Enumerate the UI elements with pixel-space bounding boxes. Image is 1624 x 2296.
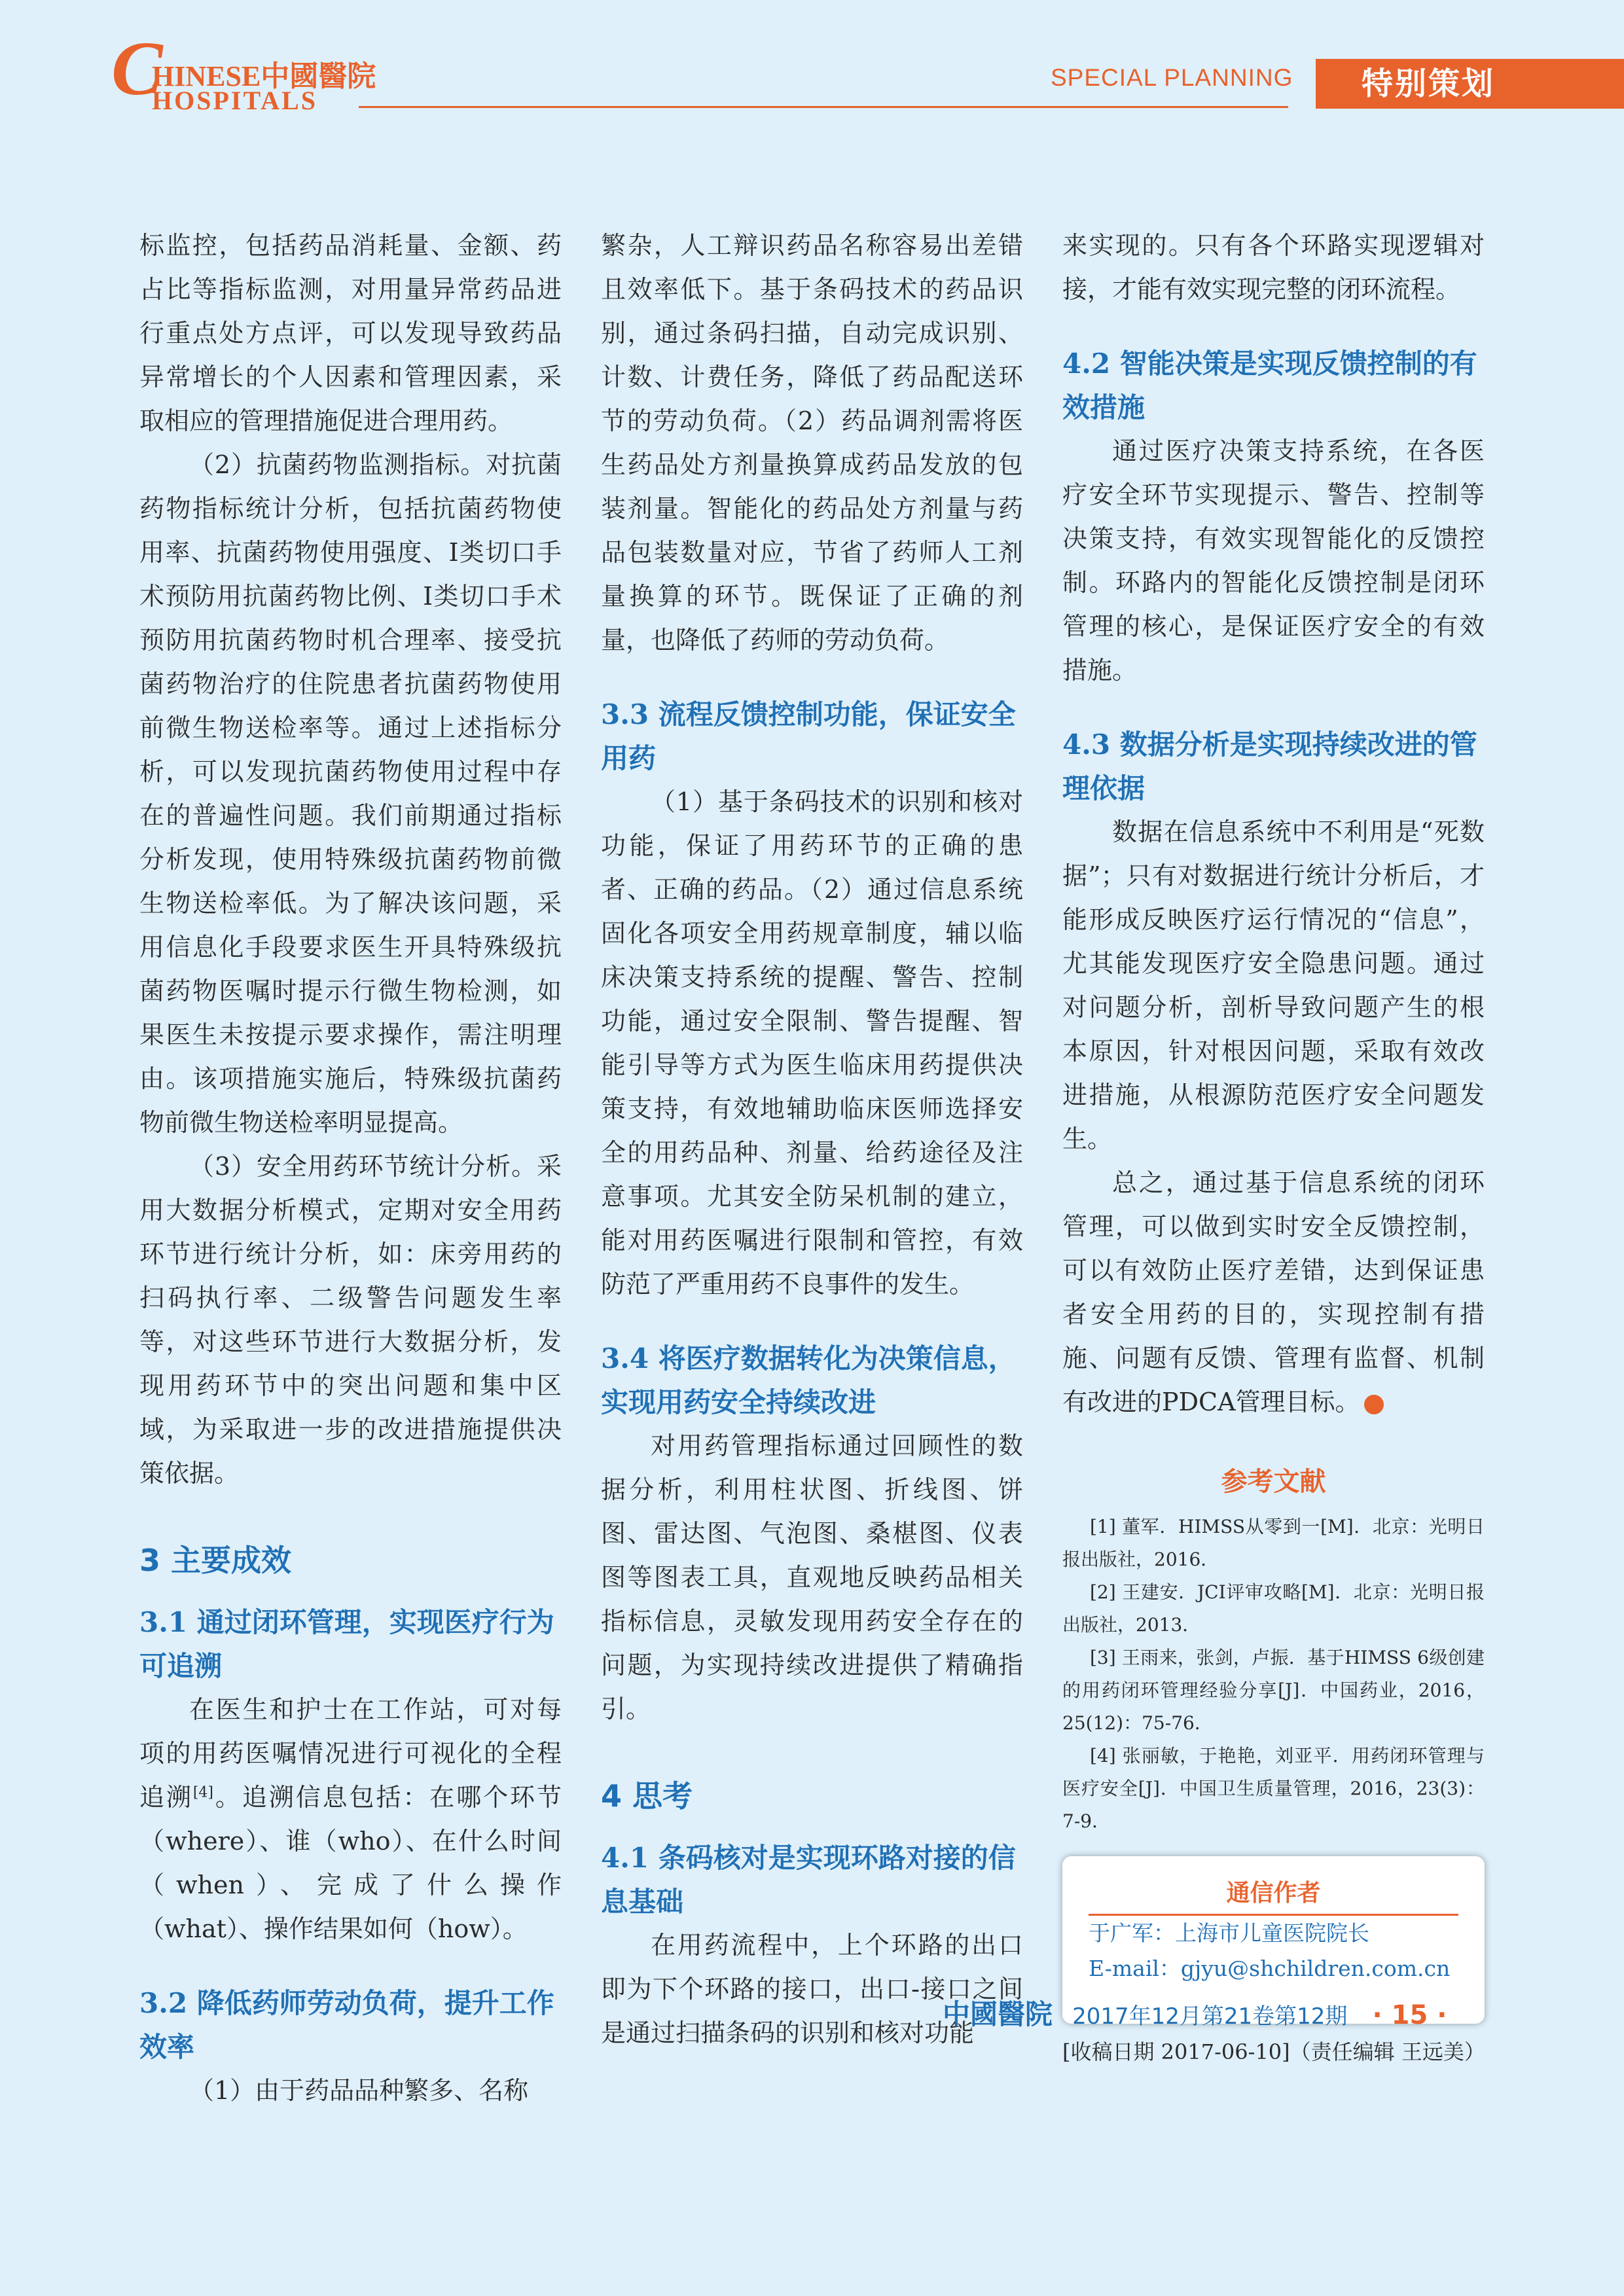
- header-rule: [359, 106, 1288, 108]
- paragraph: （3）安全用药环节统计分析。采用大数据分析模式，定期对安全用药环节进行统计分析，如：床旁用药的扫码执行率、二级警告问题发生率等，对这些环节进行大数据分析，发现用药环节中的突出问题和集中区域，为采取进一步的改进措施提供决策依据。: [139, 1152, 562, 1488]
- section-heading: 3 主要成效: [139, 1543, 292, 1578]
- paragraph: 数据在信息系统中不利用是“死数据”；只有对数据进行统计分析后，才能形成反映医疗运行情况的“信息”，尤其能发现医疗安全隐患问题。通过对问题分析，剖析导致问题产生的根本原因，针对根因问题，采取有效改进措施，从根源防范医疗安全问题发生。: [1062, 817, 1485, 1153]
- subsection-heading: 3.1 通过闭环管理，实现医疗行为可追溯: [139, 1606, 554, 1682]
- subsection-heading: 3.4 将医疗数据转化为决策信息，实现用药安全持续改进: [601, 1342, 1016, 1418]
- paragraph: 标监控，包括药品消耗量、金额、药占比等指标监测，对用量异常药品进行重点处方点评，可以发现导致药品异常增长的个人因素和管理因素，采取相应的管理措施促进合理用药。: [139, 231, 562, 435]
- reference-item: [4] 张丽敏，于艳艳，刘亚平．用药闭环管理与医疗安全[J]．中国卫生质量管理，2016，23(3)：7-9．: [1062, 1745, 1485, 1832]
- paragraph: 来实现的。只有各个环路实现逻辑对接，才能有效实现完整的闭环流程。: [1062, 231, 1485, 304]
- subsection-heading: 3.2 降低药师劳动负荷，提升工作效率: [139, 1987, 554, 2063]
- logo-bottom-text: HOSPITALS: [152, 86, 317, 115]
- author-box-title: 通信作者: [1089, 1876, 1458, 1916]
- received-date: [收稿日期 2017-06-10]（责任编辑 王远美）: [1062, 2039, 1485, 2064]
- end-mark-icon: [1364, 1395, 1384, 1414]
- footer-brand: 中國醫院: [943, 1998, 1053, 2030]
- reference-item: [2] 王建安．JCI评审攻略[M]．北京：光明日报出版社，2013．: [1062, 1581, 1485, 1636]
- column-1: [139, 224, 562, 2113]
- text-run: 总之，通过基于信息系统的闭环管理，可以做到实时安全反馈控制，可以有效防止医疗差错，达到保证患者安全用药的目的，实现控制有措施、问题有反馈、管理有监督、机制有改进的PDCA管理目标。: [1062, 1168, 1485, 1416]
- section-label-en: SPECIAL PLANNING: [1051, 64, 1293, 91]
- reference-item: [3] 王雨来，张剑，卢振．基于HIMSS 6级创建的用药闭环管理经验分享[J]．中国药业，2016，25(12)：75-76．: [1062, 1647, 1485, 1734]
- subsection-heading: 3.3 流程反馈控制功能，保证安全用药: [601, 698, 1016, 774]
- paragraph: （2）抗菌药物监测指标。对抗菌药物指标统计分析，包括抗菌药物使用率、抗菌药物使用强度、Ⅰ类切口手术预防用抗菌药物比例、Ⅰ类切口手术预防用抗菌药物时机合理率、接受抗菌药物治疗的住院患者抗菌药物使用前微生物送检率等。通过上述指标分析，可以发现抗菌药物使用过程中存在的普遍性问题。我们前期通过指标分析发现，使用特殊级抗菌药物前微生物送检率低。为了解决该问题，采用信息化手段要求医生开具特殊级抗菌药物医嘱时提示行微生物检测，如果医生未按提示要求操作，需注明理由。该项措施实施后，特殊级抗菌药物前微生物送检率明显提高。: [139, 450, 562, 1137]
- paragraph: [1062, 1161, 1485, 1424]
- citation: [4]: [192, 1784, 214, 1801]
- subsection-heading: 4.3 数据分析是实现持续改进的管理依据: [1062, 728, 1477, 804]
- section-heading: 4 思考: [601, 1778, 693, 1814]
- page-footer: [943, 1995, 1479, 2034]
- text-run: 在医生和护士在工作站，可对每项的用药医嘱情况进行可视化的全程追溯: [139, 1695, 562, 1812]
- paragraph: 在用药流程中，上个环路的出口即为下个环路的接口，出口-接口之间是通过扫描条码的识别和核对功能: [601, 1931, 1023, 2047]
- footer-issue: 2017年12月第21卷第12期: [1072, 2003, 1348, 2030]
- logo-letter: C: [111, 26, 163, 111]
- paragraph: 对用药管理指标通过回顾性的数据分析，利用柱状图、折线图、饼图、雷达图、气泡图、桑椹图、仪表图等图表工具，直观地反映药品相关指标信息，灵敏发现用药安全存在的问题，为实现持续改进提供了精确指引。: [601, 1431, 1023, 1723]
- paragraph: 通过医疗决策支持系统，在各医疗安全环节实现提示、警告、控制等决策支持，有效实现智能化的反馈控制。环路内的智能化反馈控制是闭环管理的核心，是保证医疗安全的有效措施。: [1062, 437, 1485, 685]
- column-3: [1062, 224, 1485, 2068]
- author-email: E-mail：gjyu@shchildren.com.cn: [1089, 1956, 1451, 1981]
- author-name: 于广军：上海市儿童医院院长: [1089, 1920, 1369, 1946]
- journal-logo: [111, 26, 376, 115]
- subsection-heading: 4.1 条码核对是实现环路对接的信息基础: [601, 1842, 1016, 1918]
- page-number: · 15 ·: [1372, 2000, 1447, 2030]
- text-run: 。追溯信息包括：在哪个环节（where）、谁（who）、在什么时间（when）、完成了什么操作（what）、操作结果如何（how）。: [139, 1783, 562, 1943]
- paragraph: （1）基于条码技术的识别和核对功能，保证了用药环节的正确的患者、正确的药品。（2）通过信息系统固化各项安全用药规章制度，辅以临床决策支持系统的提醒、警告、控制功能，通过安全限制、警告提醒、智能引导等方式为医生临床用药提供决策支持，有效地辅助临床医师选择安全的用药品种、剂量、给药途径及注意事项。尤其安全防呆机制的建立，能对用药医嘱进行限制和管控，有效防范了严重用药不良事件的发生。: [601, 787, 1023, 1299]
- logo-top-text: HINESE中國醫院: [152, 60, 376, 92]
- paragraph: [139, 1688, 562, 1951]
- references-title: 参考文献: [1221, 1466, 1326, 1497]
- paragraph: （1）由于药品品种繁多、名称: [189, 2076, 529, 2105]
- subsection-heading: 4.2 智能决策是实现反馈控制的有效措施: [1062, 348, 1477, 423]
- section-badge: 特别策划: [1316, 59, 1624, 109]
- reference-item: [1] 董军．HIMSS从零到一[M]．北京：光明日报出版社，2016．: [1062, 1516, 1485, 1570]
- column-2: [601, 224, 1023, 2055]
- paragraph: 繁杂，人工辩识药品名称容易出差错且效率低下。基于条码技术的药品识别，通过条码扫描，自动完成识别、计数、计费任务，降低了药品配送环节的劳动负荷。（2）药品调剂需将医生药品处方剂量换算成药品发放的包装剂量。智能化的药品处方剂量与药品包装数量对应，节省了药师人工剂量换算的环节。既保证了正确的剂量，也降低了药师的劳动负荷。: [601, 231, 1023, 655]
